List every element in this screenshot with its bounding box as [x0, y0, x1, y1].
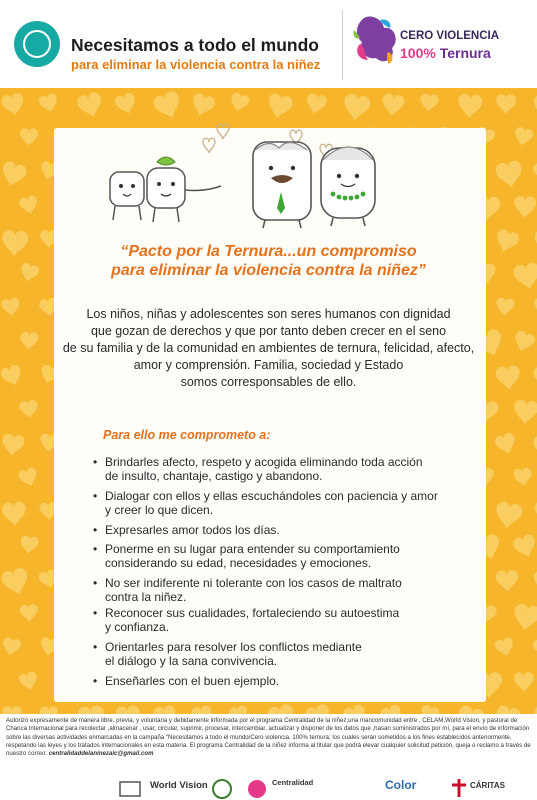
- sponsor-centralidad: Centralidad: [272, 778, 314, 787]
- body-line: amor y comprensión. Familia, sociedad y Estado: [133, 358, 404, 372]
- commitment-item: • Ponerme en su lugar para entender su comportamiento considerando su edad, necesidades y emociones.: [93, 542, 400, 570]
- heart-decoration-icon: [0, 566, 32, 598]
- grandfather-figure: [253, 142, 311, 228]
- heart-decoration-icon: [533, 569, 537, 594]
- heart-decoration-icon: [533, 501, 537, 523]
- heart-decoration-icon: [511, 533, 537, 560]
- heart-decoration-icon: [454, 704, 486, 714]
- heart-decoration-icon: [512, 126, 534, 148]
- heart-decoration-icon: [380, 93, 405, 118]
- commitment-item: • Brindarles afecto, respeto y acogida eliminando toda acción de insulto, chantaje, castigo y abandono.: [93, 455, 423, 483]
- commitment-item: • Reconocer sus cualidades, fortaleciendo su autoestima y confianza.: [93, 606, 400, 634]
- pastoral-logo-icon: [210, 778, 234, 800]
- campaign-header: [0, 0, 537, 88]
- heart-decoration-icon: [265, 92, 294, 121]
- heart-decoration-icon: [151, 89, 184, 122]
- heart-decoration-icon: [514, 672, 535, 692]
- consent-text: Autorizo expresamente de manera libre, previa, y voluntaria y debidamente informada por el programa Centralidad de la niñez,una mancomunidad entre , CELAM,World Vision, y pastoral de Chanca Internacional para recolectar ,almacenar , usar, circular, suprimir, procesar, intercambiar, actualizar y disponer de los datos que ,hasan suministrados por mí, para el envío de información sobre las diversas actividades enmarcadas en la campaña "Necesitamos a todo el mundo/Cero violencia. 100% ternura; los cuales serán sometidos a los fines establecidos anteriormente, respetando las leyes y los tratados internacionales en esta materia. El programa Centralidad de la niñez informa al titular que podrá elevar cualquier solicitud petición, queja o reclamo a través de nuestro correo: centralidaddelaninezalc@gmail.com: [6, 717, 531, 758]
- heart-decoration-icon: [18, 670, 40, 692]
- heart-decoration-icon: [113, 92, 138, 117]
- heart-decoration-icon: [19, 604, 38, 623]
- heart-decoration-icon: [0, 160, 28, 189]
- heart-decoration-icon: [1, 636, 22, 657]
- heart-decoration-icon: [17, 466, 40, 489]
- commitment-item: • Dialogar con ellos y ellas escuchándoles con paciencia y amor y creer lo que dicen.: [93, 489, 438, 517]
- campaign-title: CERO VIOLENCIA: [400, 30, 500, 42]
- heart-decoration-icon: [493, 432, 518, 457]
- heart-decoration-icon: [496, 94, 517, 114]
- sponsor-color: Color: [385, 778, 417, 792]
- heart-decoration-icon: [228, 92, 250, 114]
- heart-decoration-icon: [18, 195, 39, 216]
- heart-decoration-icon: [514, 196, 537, 219]
- heart-decoration-icon: [496, 570, 519, 593]
- campaign-percent: 100%: [400, 45, 436, 61]
- heart-decoration-icon: [511, 603, 537, 633]
- sponsor-logos: [0, 776, 537, 800]
- header-title: Necesitamos a todo el mundo: [71, 35, 319, 55]
- heart-decoration-icon: [513, 467, 533, 487]
- heart-decoration-icon: [532, 160, 537, 184]
- cero-violencia-logo-icon: [350, 14, 398, 72]
- body-line: somos corresponsables de ello.: [180, 375, 357, 389]
- header-subtitle: para eliminar la violencia contra la niñez: [71, 57, 321, 72]
- baby-figure: [110, 172, 144, 220]
- heart-decoration-icon: [0, 92, 26, 118]
- body-line: de su familia y de la comunidad en ambientes de ternura, felicidad, afecto,: [62, 341, 475, 355]
- slogan-line-1: “Pacto por la Ternura...un compromiso: [120, 243, 417, 260]
- campaign-subtitle: [400, 45, 491, 61]
- girl-figure: [147, 157, 221, 222]
- heart-decoration-icon: [493, 704, 522, 714]
- heart-decoration-icon: [418, 704, 441, 714]
- heart-decoration-icon: [228, 705, 249, 714]
- heart-decoration-icon: [513, 399, 537, 425]
- commitment-item: • Enseñarles con el buen ejemplo.: [93, 674, 280, 688]
- heart-decoration-icon: [40, 706, 59, 714]
- slogan-line-2: para eliminar la violencia contra la niñez”: [111, 262, 426, 279]
- campaign-word: Ternura: [439, 45, 491, 61]
- heart-decoration-icon: [493, 501, 523, 531]
- heart-decoration-icon: [379, 703, 405, 714]
- heart-decoration-icon: [153, 705, 178, 714]
- consent-email[interactable]: centralidaddelaninezalc@gmail.com: [48, 750, 154, 758]
- heart-decoration-icon: [341, 93, 371, 123]
- grandmother-figure: [321, 147, 375, 226]
- sponsor-caritas: CÁRITAS: [470, 781, 505, 790]
- heart-decoration-icon: [304, 703, 334, 714]
- heart-decoration-icon: [1, 501, 27, 526]
- heart-decoration-icon: [77, 705, 105, 714]
- heart-decoration-icon: [115, 705, 141, 714]
- commitment-item: • No ser indiferente ni tolerante con los casos de maltrato contra la niñez.: [93, 576, 402, 604]
- consent-footer: [0, 714, 537, 800]
- body-line: Los niños, niñas y adolescentes son seres humanos con dignidad: [86, 307, 451, 321]
- heart-decoration-icon: [76, 91, 106, 120]
- commitment-item: • Expresarles amor todos los días.: [93, 523, 280, 537]
- heart-decoration-icon: [19, 535, 39, 555]
- caritas-cross-icon: [450, 778, 468, 798]
- heart-decoration-icon: [266, 703, 297, 714]
- heart-decoration-icon: [419, 93, 439, 113]
- heart-decoration-icon: [532, 636, 537, 658]
- heart-decoration-icon: [20, 128, 38, 146]
- commitment-item: • Orientarles para resolver los conflictos mediante el diálogo y la sana convivencia.: [93, 640, 362, 668]
- heart-decoration-icon: [0, 433, 25, 458]
- centralidad-logo-icon: [246, 778, 268, 800]
- heart-decoration-icon: [304, 92, 328, 116]
- heart-decoration-icon: [531, 429, 537, 462]
- heart-decoration-icon: [494, 637, 516, 659]
- heart-decoration-icon: [457, 94, 483, 119]
- sponsor-world-vision: World Vision: [150, 780, 208, 791]
- heart-decoration-icon: [38, 93, 60, 115]
- heart-decoration-icon: [190, 705, 213, 714]
- celam-logo-icon: [118, 780, 144, 798]
- heart-decoration-icon: [19, 399, 39, 419]
- commitment-heading: Para ello me comprometo a:: [103, 428, 271, 442]
- heart-decoration-icon: [494, 160, 524, 190]
- heart-decoration-icon: [532, 704, 537, 714]
- body-line: que gozan de derechos y que por tanto deben crecer en el seno: [90, 324, 447, 338]
- campaign-logo-icon: [14, 21, 60, 67]
- header-divider: [342, 10, 343, 80]
- heart-decoration-icon: [189, 92, 217, 119]
- heart-decoration-icon: [2, 706, 22, 714]
- family-illustration: [95, 120, 415, 230]
- heart-decoration-icon: [341, 703, 369, 714]
